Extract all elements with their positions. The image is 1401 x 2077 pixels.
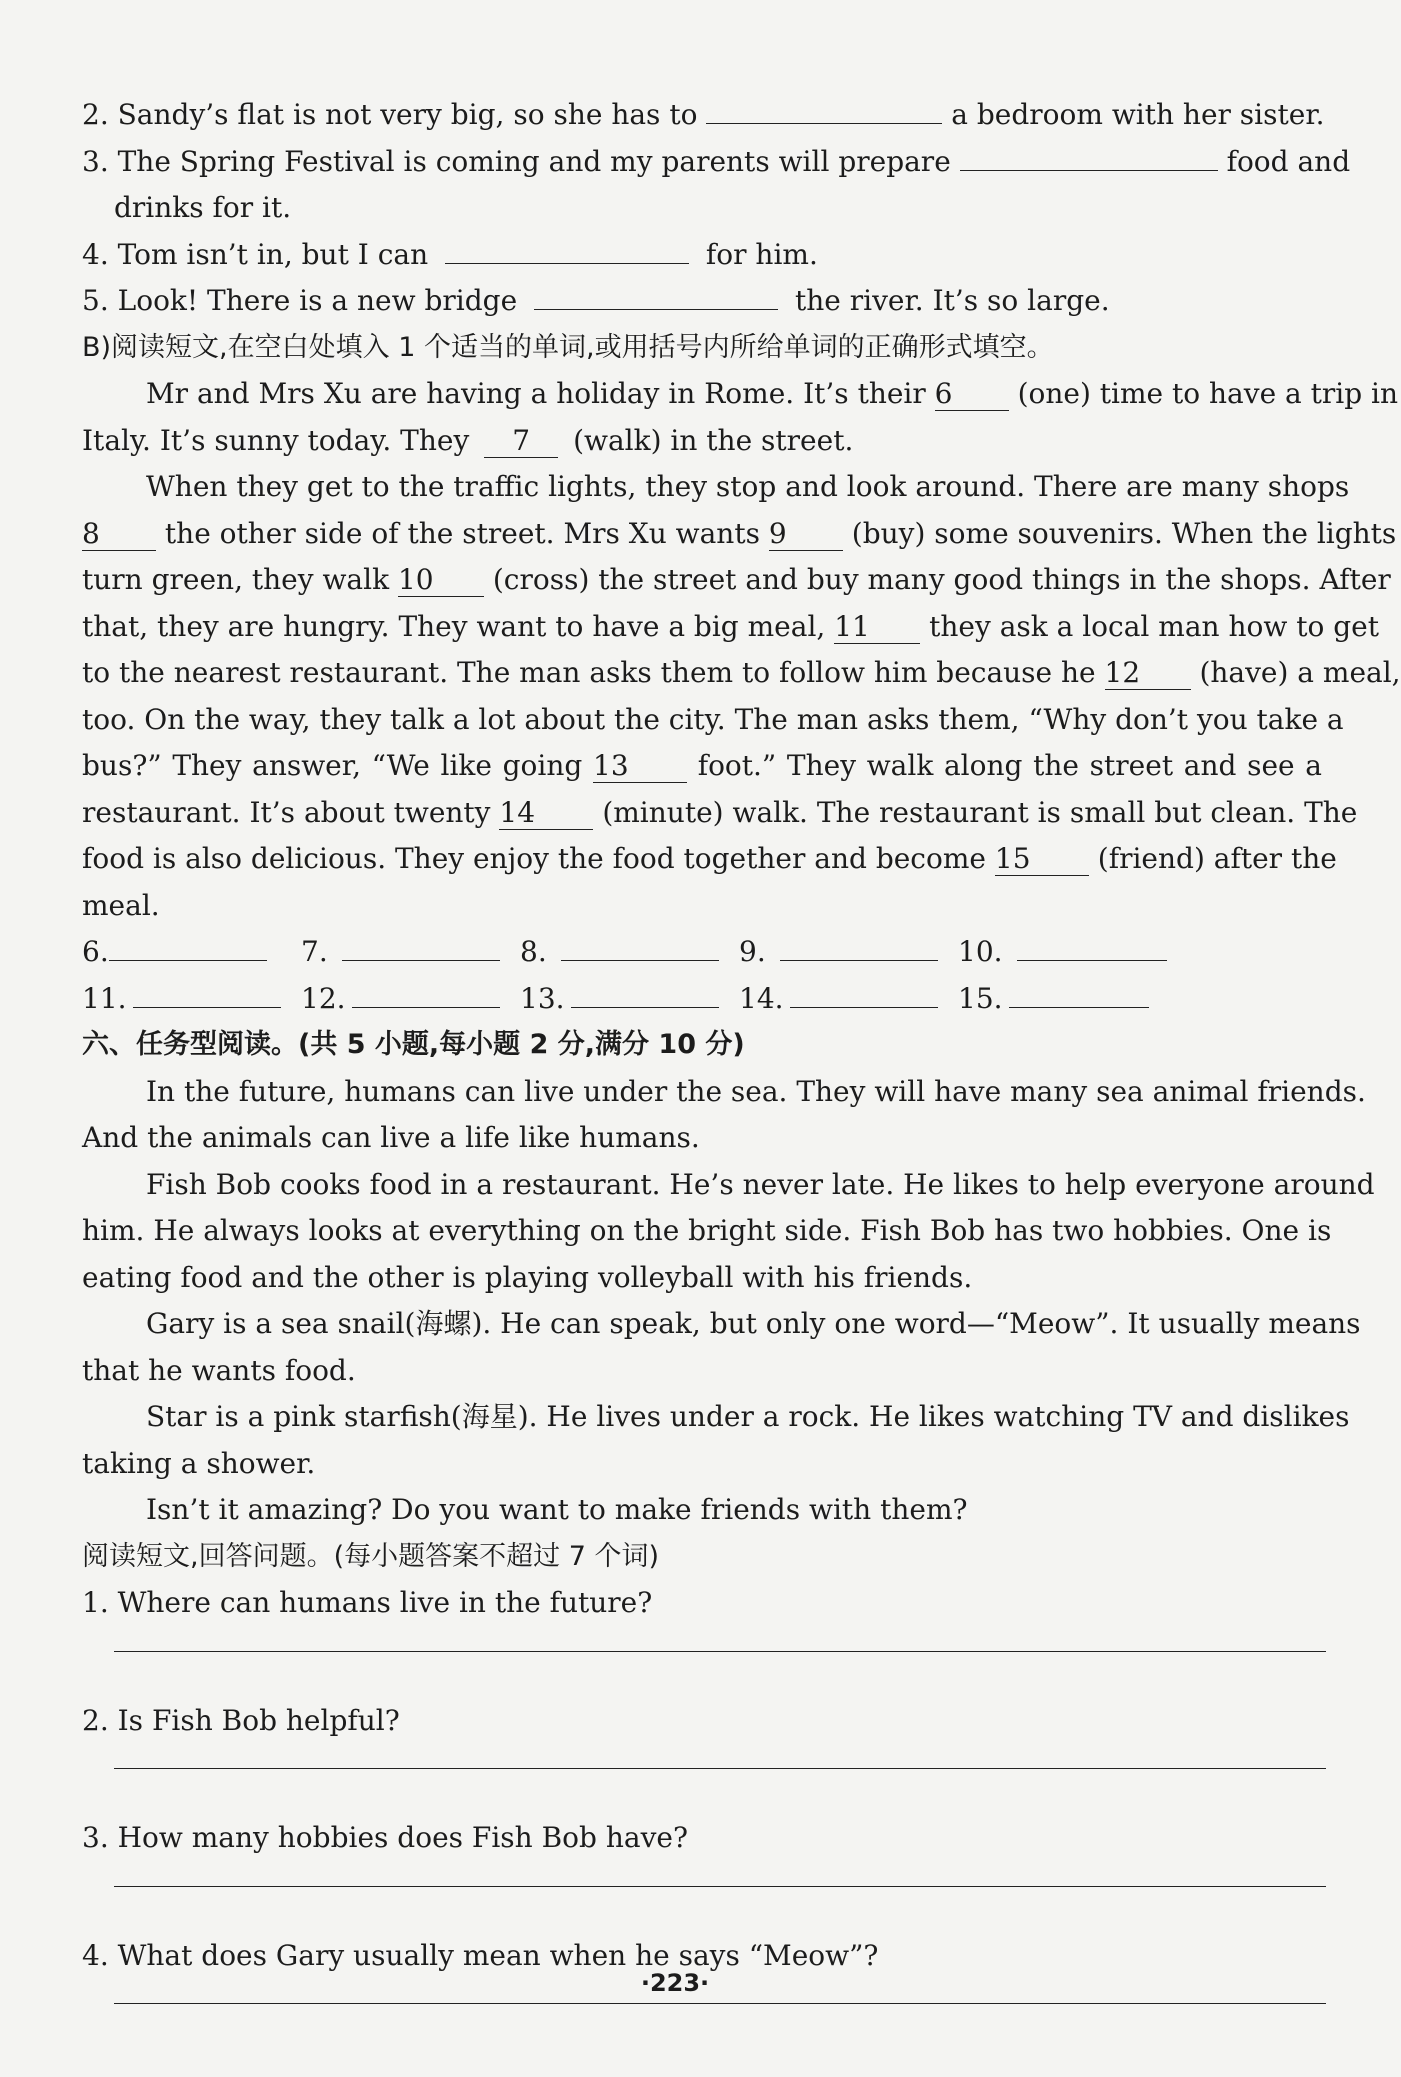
passage-text: the other side of the street. Mrs Xu wants	[164, 516, 760, 550]
answer-field-14[interactable]	[790, 977, 938, 1008]
answer-label: 15.	[958, 981, 1003, 1015]
question-text: 2. Is Fish Bob helpful?	[82, 1703, 400, 1737]
answer-label: 13.	[520, 981, 565, 1015]
answer-field-15[interactable]	[1009, 977, 1149, 1008]
question-text: 3. How many hobbies does Fish Bob have?	[82, 1821, 688, 1854]
answer-label: 11.	[82, 981, 127, 1015]
answer-label: 12.	[301, 981, 346, 1015]
reading-p4-line-1: Star is a pink starfish(海星). He lives under a rock. He likes watching TV and dislikes	[146, 1400, 1350, 1433]
passage-line-5	[82, 557, 1391, 604]
answer-line-2[interactable]	[114, 1744, 1326, 1769]
passage-text: to the nearest restaurant. The man asks them to follow him because he	[82, 656, 1096, 689]
question-4	[82, 232, 1322, 279]
answer-row-1	[82, 929, 1322, 976]
answer-field-12[interactable]	[352, 977, 500, 1008]
answer-line-1[interactable]	[114, 1627, 1326, 1652]
blank-10: 10	[398, 566, 484, 597]
passage-text: (buy) some souvenirs. When the lights	[851, 516, 1397, 550]
answer-field-7[interactable]	[342, 930, 500, 961]
question-text: 1. Where can humans live in the future?	[82, 1586, 653, 1619]
passage-text: that, they are hungry. They want to have a big meal,	[82, 609, 826, 643]
answer-label: 8.	[520, 935, 547, 968]
answer-row-2	[82, 976, 1322, 1023]
question-5-text-end: the river. It’s so large.	[794, 284, 1110, 317]
blank-15: 15	[995, 845, 1089, 876]
reading-p3-line-1: Gary is a sea snail(海螺). He can speak, but only one word—“Meow”. It usually means	[146, 1307, 1361, 1340]
blank-14: 14	[499, 799, 593, 830]
blank-13: 13	[593, 752, 687, 783]
answer-blank-3[interactable]	[960, 140, 1218, 171]
answer-field-8[interactable]	[561, 930, 719, 961]
passage-text: foot.” They walk along the street and see a	[697, 749, 1322, 782]
passage-text: (cross) the street and buy many good things in the shops. After	[492, 563, 1391, 596]
passage-text: restaurant. It’s about twenty	[82, 795, 491, 829]
reading-p2-line-1: Fish Bob cooks food in a restaurant. He’s never late. He likes to help everyone around	[146, 1167, 1375, 1201]
question-3-text-end: food and	[1226, 144, 1351, 178]
answer-label: 9.	[739, 935, 766, 968]
answer-field-9[interactable]	[780, 930, 938, 961]
reading-p2-line-2: him. He always looks at everything on the bright side. Fish Bob has two hobbies. One is	[82, 1214, 1332, 1247]
blank-12: 12	[1105, 659, 1191, 690]
blank-7: 7	[484, 427, 558, 458]
passage-line-6	[82, 604, 1379, 651]
answer-line-3[interactable]	[114, 1862, 1326, 1887]
passage-line-7	[82, 650, 1401, 697]
passage-line-11	[82, 836, 1337, 883]
reading-p5: Isn’t it amazing? Do you want to make friends with them?	[146, 1493, 968, 1526]
question-text: 4. What does Gary usually mean when he says “Meow”?	[82, 1938, 879, 1972]
page-number: ·223·	[640, 1969, 710, 1997]
question-2-text: 2. Sandy’s flat is not very big, so she has to	[82, 98, 698, 131]
blank-6: 6	[935, 380, 1009, 411]
passage-text: food is also delicious. They enjoy the food together and become	[82, 842, 986, 875]
passage-text: (minute) walk. The restaurant is small but clean. The	[602, 795, 1358, 829]
answer-label: 7.	[301, 935, 328, 968]
question-2	[82, 92, 1325, 139]
passage-text: Mr and Mrs Xu are having a holiday in Rome. It’s their	[146, 377, 926, 410]
answer-blank-2[interactable]	[706, 93, 942, 124]
passage-text: (friend) after the	[1097, 842, 1337, 875]
reading-p3-line-2: that he wants food.	[82, 1353, 356, 1387]
passage-line-2	[82, 418, 1322, 465]
blank-9: 9	[769, 520, 843, 551]
answer-label: 10.	[958, 935, 1003, 968]
reading-p4-line-2: taking a shower.	[82, 1446, 316, 1480]
answer-label: 6.	[82, 935, 109, 968]
passage-line-4	[82, 511, 1397, 558]
section-6-title: 六、任务型阅读。(共 5 小题,每小题 2 分,满分 10 分)	[82, 1029, 745, 1060]
answer-field-6[interactable]	[109, 930, 267, 961]
passage-text: turn green, they walk	[82, 563, 390, 596]
passage-line-1	[82, 371, 1399, 418]
reading-p1-line-1: In the future, humans can live under the sea. They will have many sea animal friends.	[146, 1074, 1366, 1108]
answer-field-11[interactable]	[133, 977, 281, 1008]
passage-line-8: too. On the way, they talk a lot about the city. The man asks them, “Why don’t you take a	[82, 702, 1344, 736]
answer-blank-4[interactable]	[445, 233, 689, 264]
passage-text: Italy. It’s sunny today. They	[82, 423, 470, 457]
blank-8: 8	[82, 520, 156, 551]
question-3-text: 3. The Spring Festival is coming and my parents will prepare	[82, 144, 951, 178]
question-2-text-end: a bedroom with her sister.	[951, 98, 1325, 131]
passage-text: (have) a meal,	[1199, 656, 1401, 689]
passage-line-10	[82, 790, 1358, 837]
passage-line-12: meal.	[82, 888, 160, 922]
answer-field-13[interactable]	[571, 977, 719, 1008]
question-4-text: 4. Tom isn’t in, but I can	[82, 237, 429, 271]
reading-p2-line-3: eating food and the other is playing volleyball with his friends.	[82, 1260, 973, 1294]
question-3-cont: drinks for it.	[114, 191, 292, 224]
passage-line-9	[82, 743, 1322, 790]
reading-p1-line-2: And the animals can live a life like humans.	[82, 1121, 700, 1154]
question-4-text-end: for him.	[705, 237, 818, 271]
question-3	[82, 139, 1351, 186]
answer-field-10[interactable]	[1017, 930, 1167, 961]
section-6-instruction: 阅读短文,回答问题。(每小题答案不超过 7 个词)	[82, 1540, 659, 1572]
passage-text: (walk) in the street.	[573, 423, 854, 457]
passage-line-3: When they get to the traffic lights, they stop and look around. There are many shops	[146, 470, 1350, 503]
question-5-text: 5. Look! There is a new bridge	[82, 284, 518, 317]
question-5	[82, 278, 1322, 325]
blank-11: 11	[834, 613, 920, 644]
part-b-instruction: B)阅读短文,在空白处填入 1 个适当的单词,或用括号内所给单词的正确形式填空。	[82, 331, 1054, 363]
passage-text: bus?” They answer, “We like going	[82, 749, 583, 782]
passage-text: they ask a local man how to get	[929, 609, 1379, 643]
answer-blank-5[interactable]	[534, 279, 778, 310]
answer-label: 14.	[739, 981, 784, 1015]
passage-text: (one) time to have a trip in	[1017, 377, 1399, 410]
